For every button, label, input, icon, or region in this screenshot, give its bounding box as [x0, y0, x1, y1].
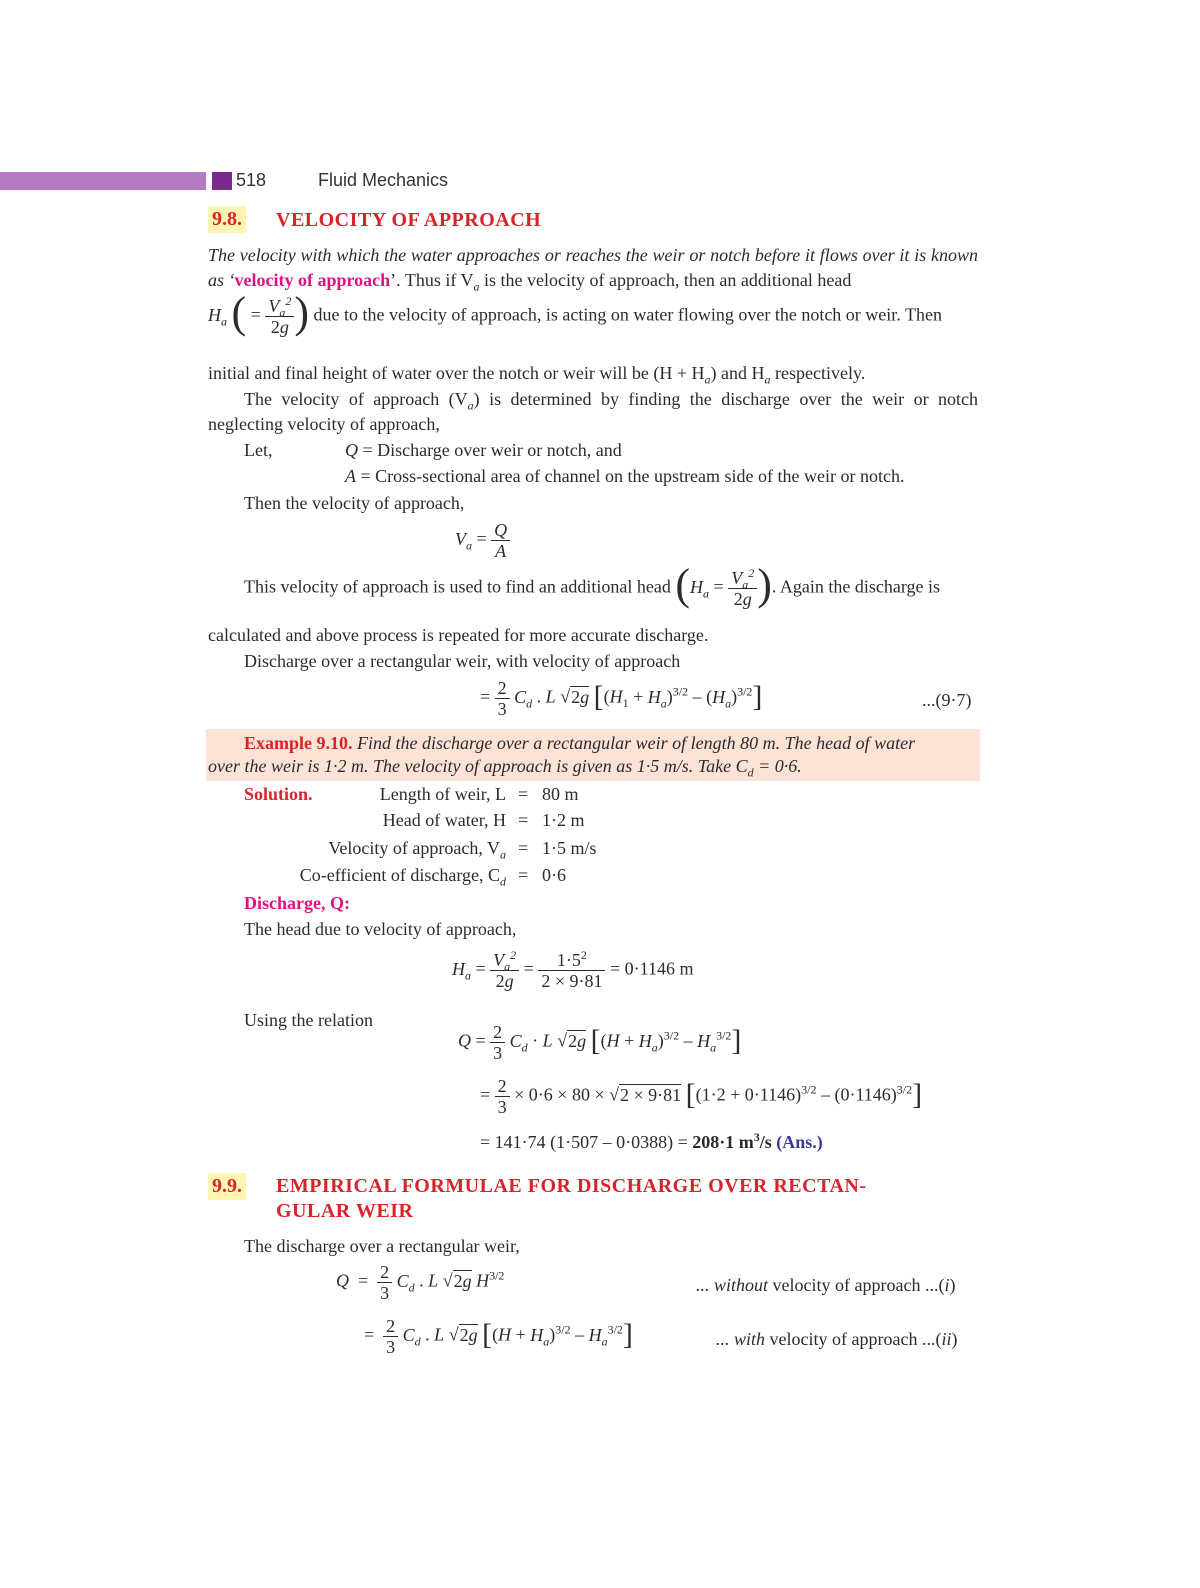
discharge-label: Discharge, Q:	[244, 893, 350, 913]
answer-tag: (Ans.)	[776, 1132, 823, 1152]
head-text: The head due to velocity of approach,	[244, 919, 517, 939]
section-99-intro: The discharge over a rectangular weir,	[244, 1236, 520, 1256]
section-title-2-line-1: EMPIRICAL FORMULAE FOR DISCHARGE OVER RECTAN-	[276, 1175, 867, 1197]
paragraph-determined: The velocity of approach $(V_a)$ is determined by finding the discharge over the weir or notch neglecting velocity of approach,	[208, 389, 978, 434]
definition-rest: ’. Thus if V	[390, 270, 474, 290]
example-text-1: Find the discharge over a rectangular weir of length 80 m. The head of water	[352, 733, 916, 753]
section-title-2-line-2: GULAR WEIR	[276, 1200, 414, 1222]
defined-term: velocity of approach	[234, 270, 391, 290]
discharge-text: Discharge over a rectangular weir, with velocity of approach	[244, 651, 681, 671]
determined-text: The velocity of approach (V	[244, 389, 468, 409]
given-value-2: 1·5 m/s	[542, 838, 597, 858]
given-label-3: Co-efficient of discharge, $C_d$	[299, 865, 506, 889]
determined-text-2: ) is determined by finding the discharge over the weir or notch neglecting velocity of approach,	[208, 389, 978, 434]
book-title: Fluid Mechanics	[318, 170, 449, 190]
eq-ref-9-7: ...(9·7)	[922, 690, 972, 710]
again-text: . Again the discharge is	[771, 576, 940, 597]
formula-with: = $\frac{2}{3}$ $C_d$ . L √2g $[(H + H_a)^{3/2} - H_a^{3/2}]$	[364, 1316, 633, 1357]
example-text-2: over the weir is 1·2 m. The velocity of approach is given as 1·5 m/s. Take C	[208, 756, 748, 776]
example-line-2: over the weir is 1·2 m. The velocity of approach is given as 1·5 m/s. Take $C_d = 0\cdot 6$.	[208, 756, 802, 780]
given-label-2: Velocity of approach, $V_a$	[328, 838, 506, 862]
given-eq-2: =	[518, 838, 529, 858]
ha-formula-text: due to the velocity of approach, is acting on water flowing over the notch or weir. Then	[313, 304, 942, 325]
then-text: Then the velocity of approach,	[244, 493, 465, 513]
calc-text: calculated and above process is repeated for more accurate discharge.	[208, 625, 709, 645]
note-without: ... without velocity of approach ...(i)	[696, 1275, 956, 1295]
initial-final-text-2: ) and H	[710, 363, 765, 383]
q-result: = 141·74 (1·507 – 0·0388) = 208·1 $m^3/s$ (Ans.)	[480, 1130, 823, 1152]
ha-calc: $H_a$ = $\frac{V_a^2}{2g}$ = $\frac{1\cdot 5^2}{2 \times 9\cdot 81}$ = 0·1146 m	[452, 948, 694, 991]
additional-head-text: This velocity of approach is used to find an additional head	[244, 576, 671, 597]
using-text: Using the relation	[244, 1010, 373, 1030]
result-unit: /s	[759, 1132, 772, 1152]
initial-final-text: initial and final height of water over the notch or weir will be (H + H	[208, 363, 705, 383]
example-label: Example 9.10.	[244, 733, 353, 753]
given-eq-3: =	[518, 865, 529, 885]
additional-head-line: This velocity of approach is used to find an additional head ($H_a$ = $\frac{V_a^2}{2g}$ ). Again the discharge is	[244, 559, 940, 609]
example-text-3: = 0·6.	[753, 756, 802, 776]
section-number-2: 9.9.	[208, 1173, 246, 1200]
result-value: 208·1 m	[692, 1132, 754, 1152]
header-marker	[212, 172, 232, 190]
result-text: = 141·74 (1·507 – 0·0388) =	[480, 1132, 693, 1152]
section-title: VELOCITY OF APPROACH	[276, 209, 542, 231]
definition-text: The velocity with which the water approaches or reaches the weir or notch before it flows over it is known as ‘	[208, 245, 978, 290]
paragraph-definition: The velocity with which the water approaches or reaches the weir or notch before it flows over it is known as ‘velocity of approach’. Thus if $V_a$ is the velocity of approach, then an additional head	[208, 245, 978, 294]
formula-without: Q = $\frac{2}{3}$ $C_d$ . L √2g $H^{3/2}$	[336, 1262, 505, 1303]
q-formula: Q = $\frac{2}{3}$ $C_d \cdot L$ √2g $[(H + H_a)^{3/2} - H_a^{3/2}]$	[458, 1022, 742, 1063]
header-band	[0, 172, 206, 190]
given-value-3: 0·6	[542, 865, 566, 885]
ha-value: = 0·1146 m	[609, 958, 694, 979]
given-value-0: 80 m	[542, 784, 579, 804]
page-number: 518	[236, 170, 267, 190]
ha-formula-line: $H_a$ ( = $\frac{V_a^2}{2g}$ ) due to the velocity of approach, is acting on water flowing over the notch or weir. Then	[208, 287, 942, 337]
given-eq-1: =	[518, 810, 529, 830]
definition-rest-2: is the velocity of approach, then an additional head	[479, 270, 852, 290]
eq-9-7: = $\frac{2}{3}$ $C_d$ . L √2g $[(H_1 + H_a)^{3/2} - (H_a)^{3/2}]$	[480, 678, 763, 719]
solution-label: Solution.	[244, 784, 313, 804]
let-label: Let,	[244, 440, 273, 460]
let-a: A = Cross-sectional area of channel on the upstream side of the weir or notch.	[345, 466, 905, 486]
paragraph-initial-final: initial and final height of water over the notch or weir will be $(H + H_a)$ and $H_a$ respectively.	[208, 363, 866, 387]
note-with: ... with velocity of approach ...(ii)	[716, 1329, 958, 1349]
va-formula: $V_a$ = $\frac{Q}{A}$	[455, 520, 510, 561]
given-label-1: Head of water, H	[382, 810, 506, 830]
given-label-0: Length of weir, L	[379, 784, 506, 804]
q-substituted: = $\frac{2}{3}$ × 0·6 × 80 × √2 × 9·81 $[(1\cdot 2 + 0\cdot 1146)^{3/2} - (0\cdot 1146)^{3/2}]$	[480, 1076, 923, 1117]
section-number: 9.8.	[208, 206, 246, 233]
given-value-1: 1·2 m	[542, 810, 585, 830]
example-line-1	[244, 733, 915, 754]
given-eq-0: =	[518, 784, 529, 804]
initial-final-text-3: respectively.	[770, 363, 866, 383]
let-q: Q = Discharge over weir or notch, and	[345, 440, 622, 460]
